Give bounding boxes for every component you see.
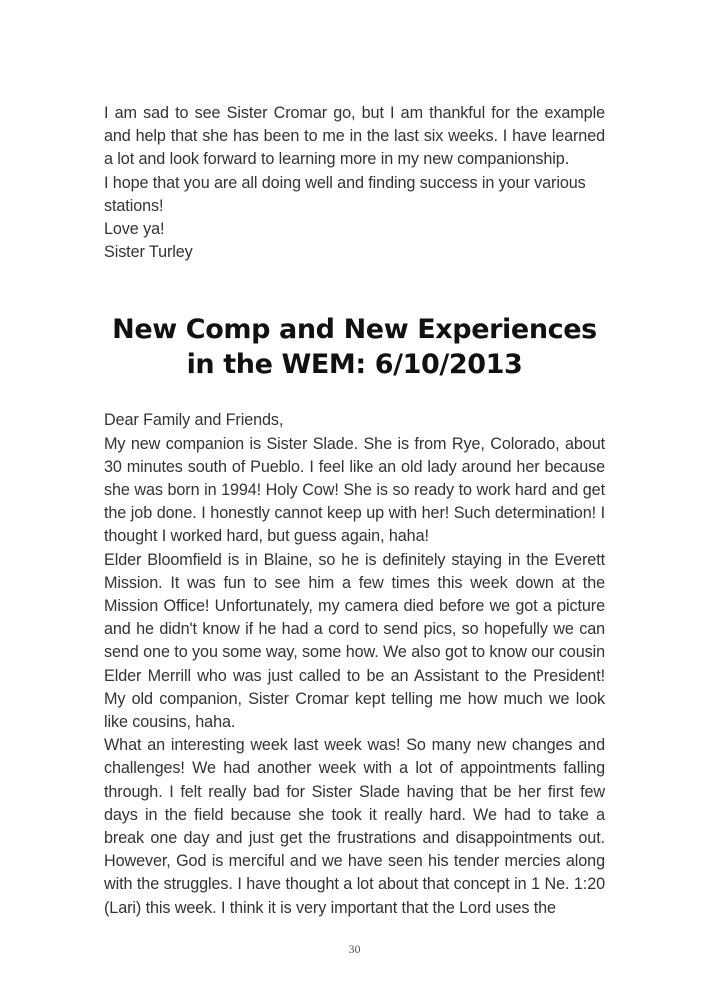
page-content: [104, 102, 605, 920]
body-paragraph-3: What an interesting week last week was! So many new changes and challenges! We had another week with a lot of appointments falling through. I felt really bad for Sister Slade having that be her first few days in the field because she took it really hard. We had to take a break one day and just get the frustrations and disappointments out. However, God is merciful and we have seen his tender mercies along with the struggles. I have thought a lot about that concept in 1 Ne. 1:20 (Lari) this week. I think it is very important that the Lord uses the: [104, 736, 605, 917]
intro-signature: Sister Turley: [104, 243, 193, 262]
salutation: Dear Family and Friends,: [104, 411, 284, 430]
intro-paragraph-1: I am sad to see Sister Cromar go, but I am thankful for the example and help that she has been to me in the last six weeks. I have learned a lot and look forward to learning more in my new companionship.: [104, 104, 605, 169]
intro-paragraph-2: I hope that you are all doing well and finding success in your various stations!: [104, 173, 586, 215]
page-number: 30: [348, 942, 361, 956]
intro-closing: Love ya!: [104, 220, 165, 239]
body-paragraph-2: Elder Bloomfield is in Blaine, so he is definitely staying in the Everett Mission. It was fun to see him a few times this week down at the Mission Office! Unfortunately, my camera died before we got a picture and he didn't know if he had a cord to send pics, so hopefully we can send one to you some way, some how. We also got to know our cousin Elder Merrill who was just called to be an Assistant to the President! My old companion, Sister Cromar kept telling me how much we look like cousins, haha.: [104, 550, 605, 732]
body-paragraph-1: My new companion is Sister Slade. She is from Rye, Colorado, about 30 minutes south of Pueblo. I feel like an old lady around her because she was born in 1994! Holy Cow! She is so ready to work hard and get the job done. I honestly cannot keep up with her! Such determination! I thought I worked hard, but guess again, haha!: [104, 434, 605, 546]
chapter-title: New Comp and New Experiences in the WEM: 6/10/2013: [112, 314, 597, 381]
